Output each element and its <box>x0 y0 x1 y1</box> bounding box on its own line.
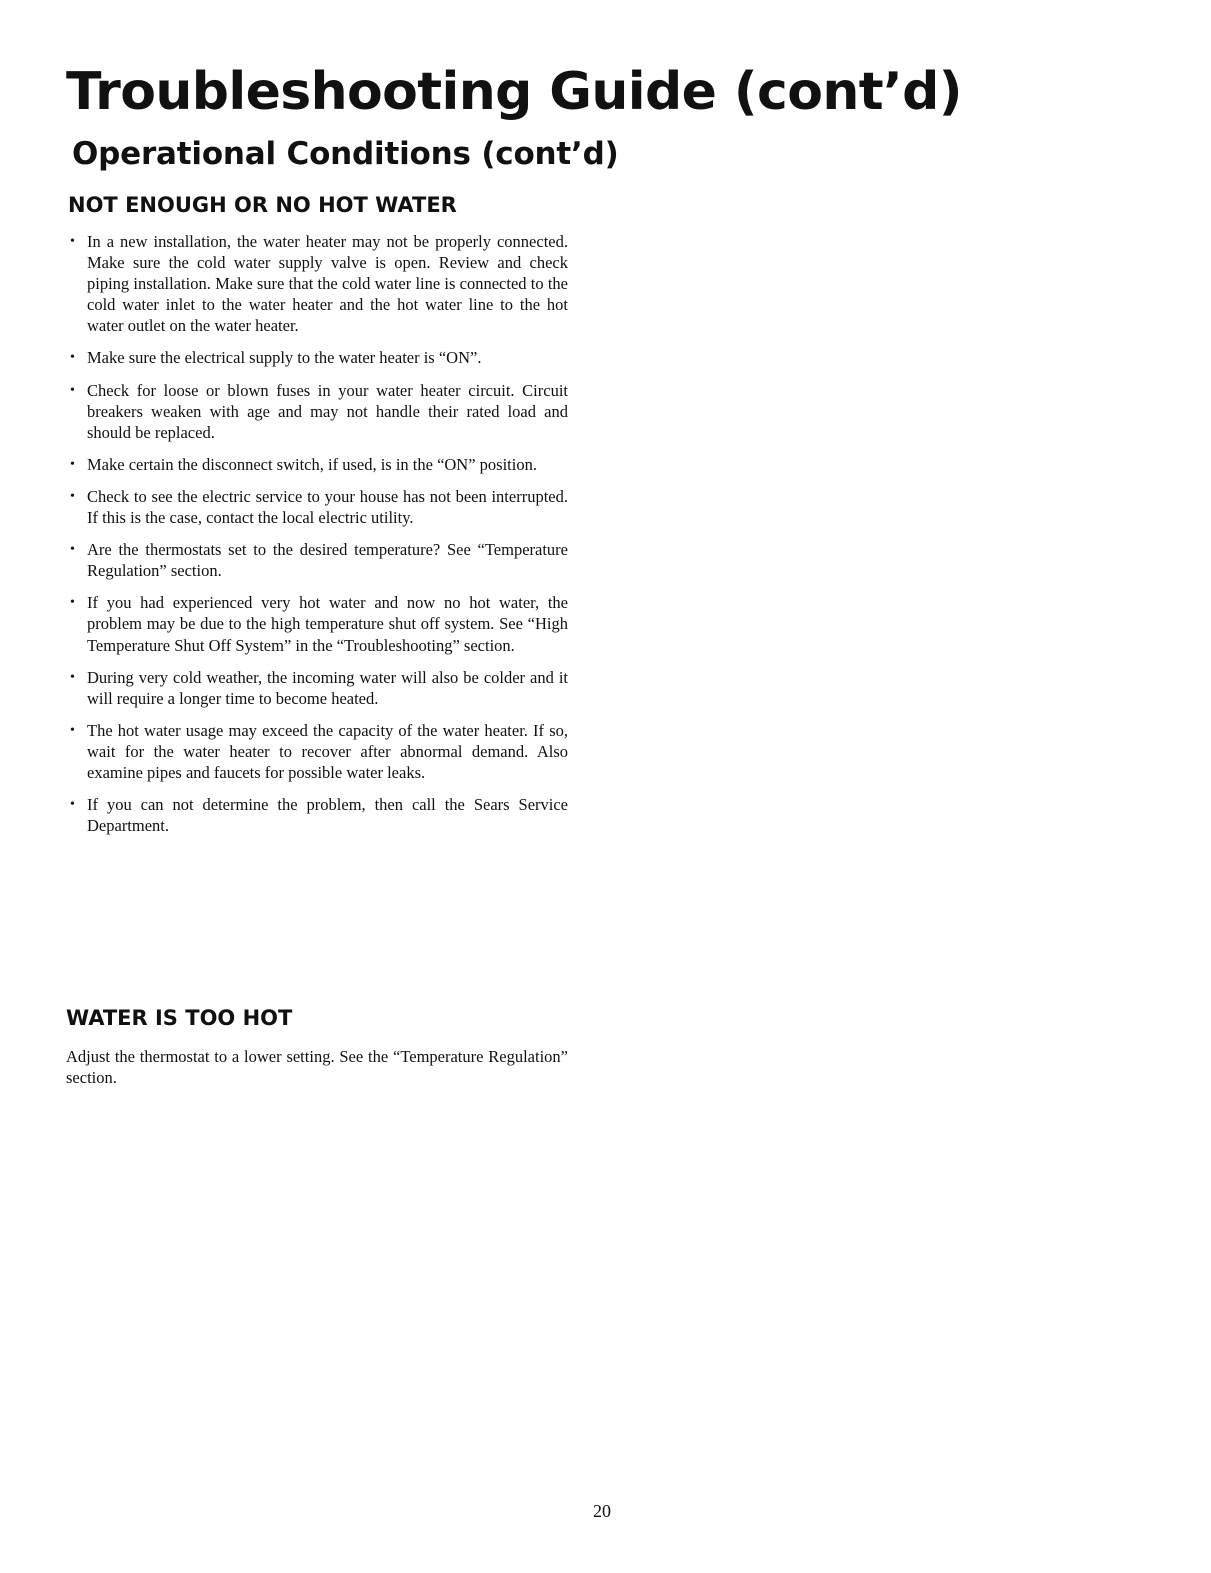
list-item <box>68 794 568 836</box>
page-number: 20 <box>593 1501 611 1521</box>
list-item <box>68 667 568 709</box>
list-item-text: The hot water usage may exceed the capacity of the water heater. If so, wait for the water heater to recover after abnormal demand. Also examine pipes and faucets for possible water leaks. <box>87 720 568 782</box>
list-item-text: In a new installation, the water heater may not be properly connected. Make sure the cold water supply valve is open. Review and check piping installation. Make sure that the cold water line is connected to the cold water inlet to the water heater and the hot water line to the hot water outlet on the water heater. <box>87 232 568 336</box>
bullet-icon: • <box>70 234 75 249</box>
bullet-icon: • <box>70 456 75 472</box>
list-item <box>68 720 568 783</box>
subsection-heading-water-too-hot: WATER IS TOO HOT <box>66 1006 293 1030</box>
bullet-icon: • <box>70 722 75 738</box>
list-item-text: Check for loose or blown fuses in your water heater circuit. Circuit breakers weaken with age and may not handle their rated load and should be replaced. <box>87 380 568 442</box>
list-item <box>68 592 568 655</box>
list-item <box>68 231 568 336</box>
list-item-text: Are the thermostats set to the desired temperature? See “Temperature Regulation” section. <box>87 540 568 581</box>
bullet-icon: • <box>70 488 75 504</box>
list-item-text: Check to see the electric service to your house has not been interrupted. If this is the case, contact the local electric utility. <box>87 486 568 528</box>
list-item-text: Make certain the disconnect switch, if used, is in the “ON” position. <box>87 454 537 474</box>
list-item-text: If you can not determine the problem, then call the Sears Service Department. <box>87 795 568 836</box>
list-item <box>68 539 568 581</box>
list-item-text: If you had experienced very hot water and now no hot water, the problem may be due to the high temperature shut off system. See “High Temperature Shut Off System” in the “Troubleshooting” section. <box>87 593 568 655</box>
page-title: Troubleshooting Guide (cont’d) <box>66 62 962 122</box>
bullet-icon: • <box>70 350 75 366</box>
list-item-text: Make sure the electrical supply to the water heater is “ON”. <box>87 348 482 368</box>
bullet-icon: • <box>70 669 75 685</box>
list-item <box>68 454 568 475</box>
list-item-text: During very cold weather, the incoming water will also be colder and it will require a longer time to become heated. <box>87 667 568 708</box>
troubleshooting-bullet-list <box>68 231 568 847</box>
bullet-icon: • <box>70 595 75 611</box>
bullet-icon: • <box>70 382 75 398</box>
list-item <box>68 486 568 528</box>
water-too-hot-paragraph: Adjust the thermostat to a lower setting. See the “Temperature Regulation” section. <box>66 1047 568 1088</box>
subsection-heading-not-enough-hot-water: NOT ENOUGH OR NO HOT WATER <box>68 193 457 217</box>
section-title: Operational Conditions (cont’d) <box>72 136 619 172</box>
bullet-icon: • <box>70 797 75 813</box>
list-item <box>68 347 568 368</box>
list-item <box>68 380 568 443</box>
bullet-icon: • <box>70 542 75 558</box>
